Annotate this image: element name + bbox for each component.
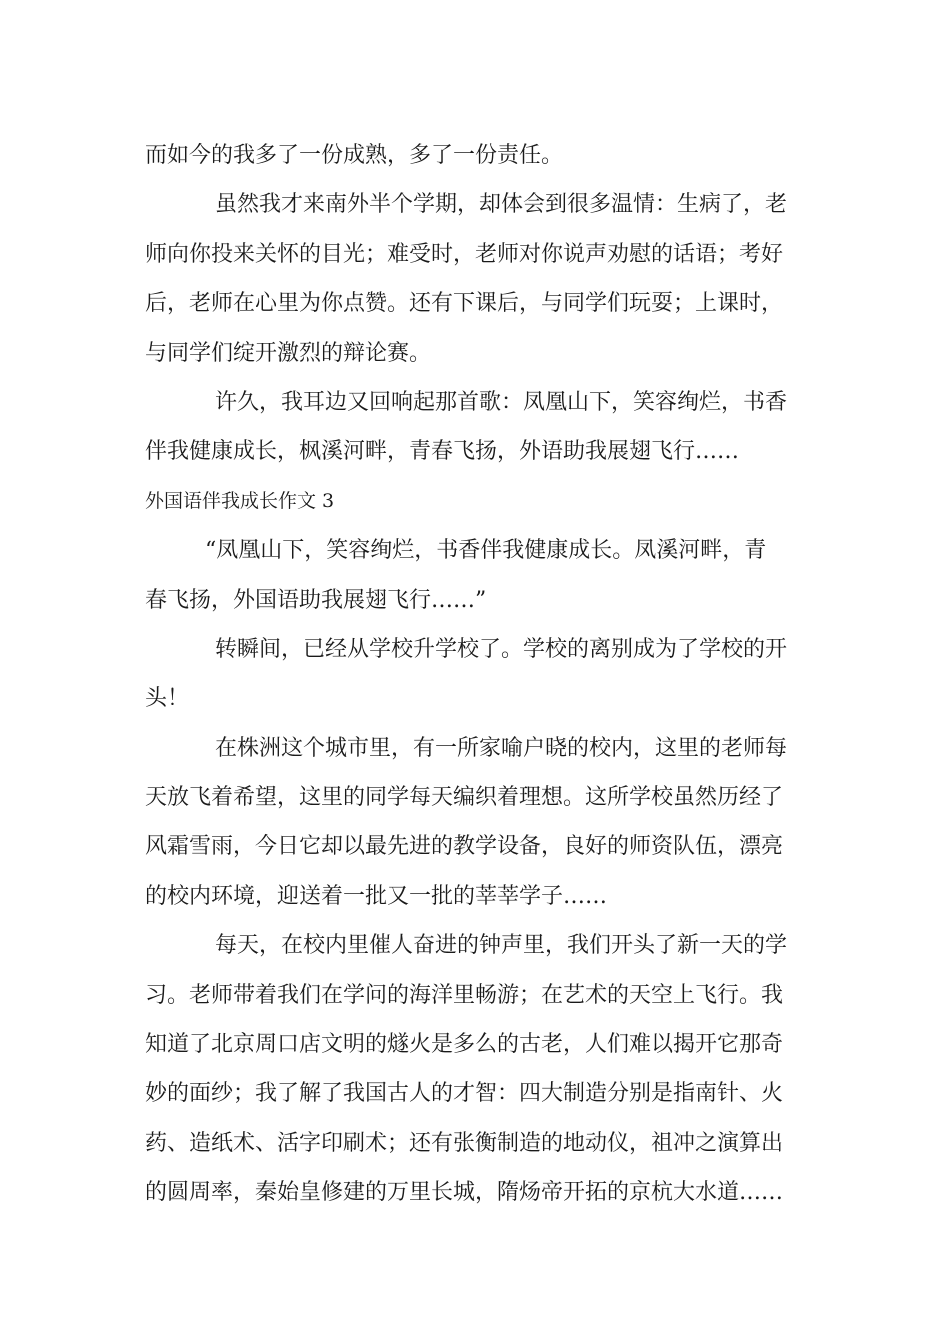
- text-line: 习。老师带着我们在学问的海洋里畅游；在艺术的天空上飞行。我: [145, 982, 784, 1008]
- text-line: 知道了北京周口店文明的燧火是多么的古老，人们难以揭开它那奇: [145, 1032, 784, 1058]
- text-line: 妙的面纱；我了解了我国古人的才智：四大制造分别是指南针、火: [145, 1081, 784, 1107]
- text-line: 后，老师在心里为你点赞。还有下课后，与同学们玩耍；上课时，: [145, 291, 784, 317]
- paragraph-start-line: 许久，我耳边又回响起那首歌：凤凰山下，笑容绚烂，书香: [215, 389, 788, 415]
- text-line: 风霜雪雨，今日它却以最先进的教学设备，良好的师资队伍，漂亮: [145, 834, 784, 860]
- essay-heading: 外国语伴我成长作文 3: [145, 489, 335, 512]
- paragraph-start-line: 在株洲这个城市里，有一所家喻户晓的校内，这里的老师每: [215, 735, 788, 761]
- paragraph-start-line: 每天，在校内里催人奋进的钟声里，我们开头了新一天的学: [215, 933, 788, 959]
- essay-body: [145, 131, 807, 1218]
- text-line: 伴我健康成长，枫溪河畔，青春飞扬，外语助我展翅飞行……: [145, 439, 740, 465]
- text-line: 天放飞着希望，这里的同学每天编织着理想。这所学校虽然历经了: [145, 785, 784, 811]
- text-line: 的校内环境，迎送着一批又一批的莘莘学子……: [145, 883, 608, 909]
- text-line: 而如今的我多了一份成熟，多了一份责任。: [145, 143, 564, 168]
- text-line: 的圆周率，秦始皇修建的万里长城，隋炀帝开拓的京杭大水道……: [145, 1180, 784, 1206]
- text-line: 与同学们绽开激烈的辩论赛。: [145, 340, 432, 366]
- text-line: 头！: [145, 686, 190, 712]
- paragraph-start-line: 虽然我才来南外半个学期，却体会到很多温情：生病了，老: [215, 192, 788, 218]
- text-line: 师向你投来关怀的目光；难受时，老师对你说声劝慰的话语；考好: [145, 241, 784, 267]
- text-line: 春飞扬，外国语助我展翅飞行……”: [145, 587, 487, 613]
- text-line: 药、造纸术、活字印刷术；还有张衡制造的地动仪，祖冲之演算出: [145, 1130, 784, 1156]
- paragraph-start-line: 转瞬间，已经从学校升学校了。学校的离别成为了学校的开: [215, 636, 788, 662]
- quote-start-line: “凤凰山下，笑容绚烂，书香伴我健康成长。凤溪河畔，青: [205, 538, 767, 564]
